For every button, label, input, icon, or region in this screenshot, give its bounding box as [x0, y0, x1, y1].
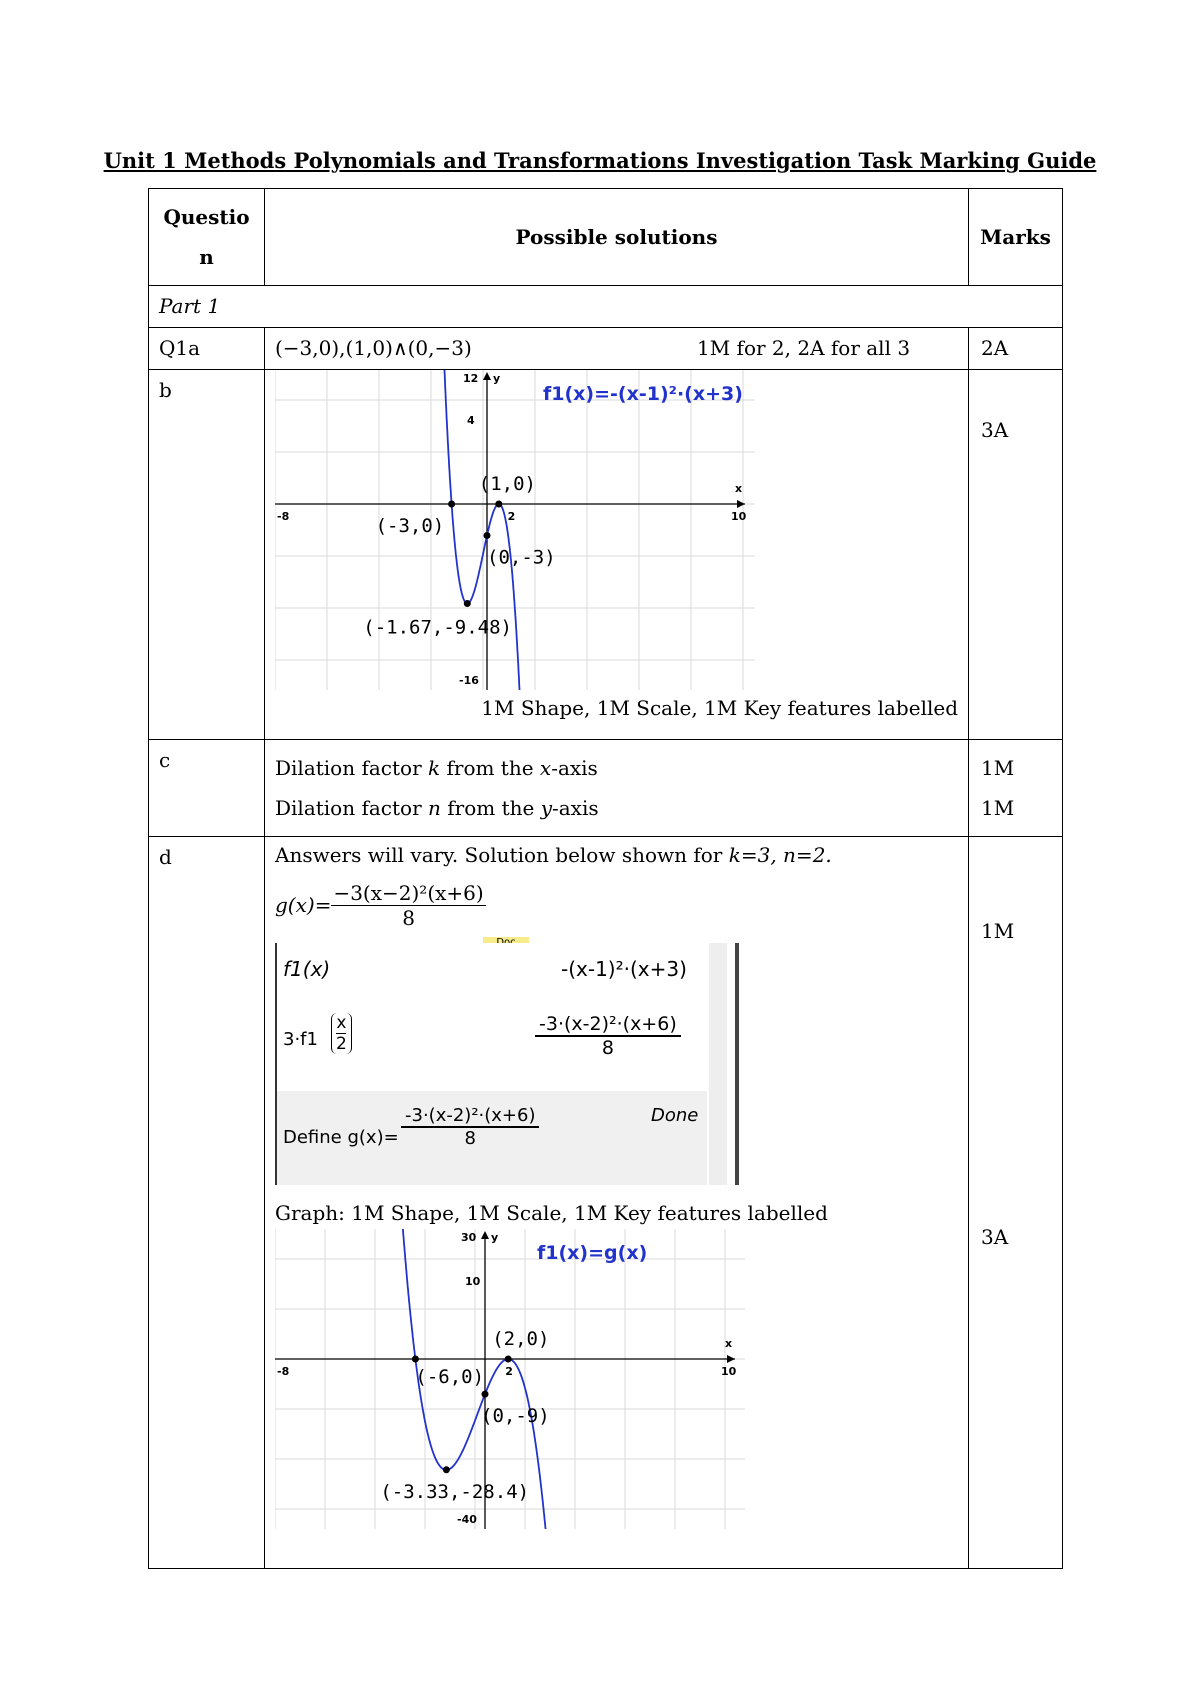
x-axis-arrow-icon — [737, 500, 745, 508]
key-point-label: (-1.67,-9.48) — [363, 616, 513, 639]
y-min-tick: -40 — [457, 1513, 477, 1526]
key-point-label: (0,-3) — [487, 546, 556, 569]
y-axis-label: y — [493, 372, 501, 385]
q1c-label: c — [149, 740, 265, 837]
q1d-row — [149, 837, 1063, 1569]
function-label: f1(x)=-(x-1)²·(x+3) — [543, 383, 743, 405]
y-max-tick: 30 — [461, 1231, 477, 1244]
question-header: Questio n — [149, 189, 265, 286]
page-title: Unit 1 Methods Polynomials and Transformations Investigation Task Marking Guide — [103, 148, 1097, 173]
function-label: f1(x)=g(x) — [537, 1242, 648, 1264]
key-point-label: (-3.33,-28.4) — [380, 1480, 530, 1503]
q1a-points: (−3,0),(1,0)∧(0,−3) — [275, 336, 472, 360]
q1d-marks: 1M 3A — [969, 837, 1063, 1569]
q1a-marks: 2A — [969, 328, 1063, 370]
q1b-label: b — [149, 370, 265, 740]
q1a-label: Q1a — [149, 328, 265, 370]
table-header-row — [149, 189, 1063, 286]
solutions-header: Possible solutions — [265, 189, 969, 286]
y-max-tick: 12 — [463, 372, 479, 385]
function-curve — [444, 370, 520, 690]
y-axis-label: y — [491, 1231, 499, 1244]
q1d-solution — [265, 837, 969, 1569]
key-point — [412, 1356, 419, 1363]
q1b-criteria: 1M Shape, 1M Scale, 1M Key features labelled — [481, 696, 958, 720]
x-min-tick: -8 — [277, 510, 290, 523]
q1b-graph — [275, 370, 755, 690]
x-2-tick: 2 — [505, 1365, 513, 1378]
x-axis-label: x — [735, 482, 743, 495]
key-point — [464, 600, 471, 607]
q1b-solution — [265, 370, 969, 740]
calc-row-3: Define g(x)= -3·(x-2)²·(x+6) 8 Done — [277, 1091, 707, 1185]
q1c-row — [149, 740, 1063, 837]
x-max-tick: 10 — [721, 1365, 737, 1378]
x-axis-label: x — [725, 1337, 733, 1350]
y-mid-tick: 10 — [465, 1275, 481, 1288]
key-point — [484, 532, 491, 539]
q1c-line2: Dilation factor n from the y-axis — [275, 796, 599, 820]
calculator-screen — [275, 943, 739, 1185]
q1b-marks: 3A — [969, 370, 1063, 740]
calc-row-2: 3·f1 x 2 -3·(x-2)²·(x+6) 8 — [277, 999, 707, 1091]
key-point — [482, 1391, 489, 1398]
q1c-marks: 1M 1M — [969, 740, 1063, 837]
calc-scrollbar[interactable] — [709, 943, 727, 1185]
x-axis-arrow-icon — [727, 1355, 735, 1363]
calc-row-1: f1(x) -(x-1)²·(x+3) — [277, 943, 707, 999]
y-mid-tick: 4 — [467, 414, 475, 427]
q1a-criteria: 1M for 2, 2A for all 3 — [697, 336, 911, 360]
q1d-graph-criteria: Graph: 1M Shape, 1M Scale, 1M Key features labelled — [275, 1201, 828, 1225]
key-point — [443, 1466, 450, 1473]
key-point-label: (2,0) — [492, 1328, 550, 1350]
key-point — [448, 501, 455, 508]
key-point-label: (-3,0) — [375, 515, 445, 537]
q1a-solution — [265, 328, 969, 370]
x-min-tick: -8 — [277, 1365, 290, 1378]
q1d-intro: Answers will vary. Solution below shown for k=3, n=2. — [275, 843, 832, 867]
y-axis-arrow-icon — [483, 372, 491, 380]
key-point-label: (1,0) — [478, 473, 537, 495]
key-point — [495, 501, 502, 508]
q1d-label: d — [149, 837, 265, 1569]
y-min-tick: -16 — [459, 674, 479, 687]
marks-header: Marks — [969, 189, 1063, 286]
part1-row — [149, 286, 1063, 328]
x-2-tick: 2 — [507, 510, 516, 523]
key-point — [505, 1356, 512, 1363]
part1-label: Part 1 — [149, 286, 1063, 328]
q1c-line1: Dilation factor k from the x-axis — [275, 756, 598, 780]
q1b-row — [149, 370, 1063, 740]
q1d-graph — [275, 1229, 745, 1529]
marking-table — [148, 188, 1063, 1569]
y-axis-arrow-icon — [481, 1231, 489, 1239]
key-point-label: (0,-9) — [481, 1405, 550, 1428]
q1d-g-formula: g(x)= $\frac{\text{−3(x−2)²(x+6)}}{8}$ — [275, 880, 484, 930]
q1a-row — [149, 328, 1063, 370]
x-max-tick: 10 — [731, 510, 747, 523]
q1c-solution — [265, 740, 969, 837]
key-point-label: (-6,0) — [415, 1366, 485, 1388]
